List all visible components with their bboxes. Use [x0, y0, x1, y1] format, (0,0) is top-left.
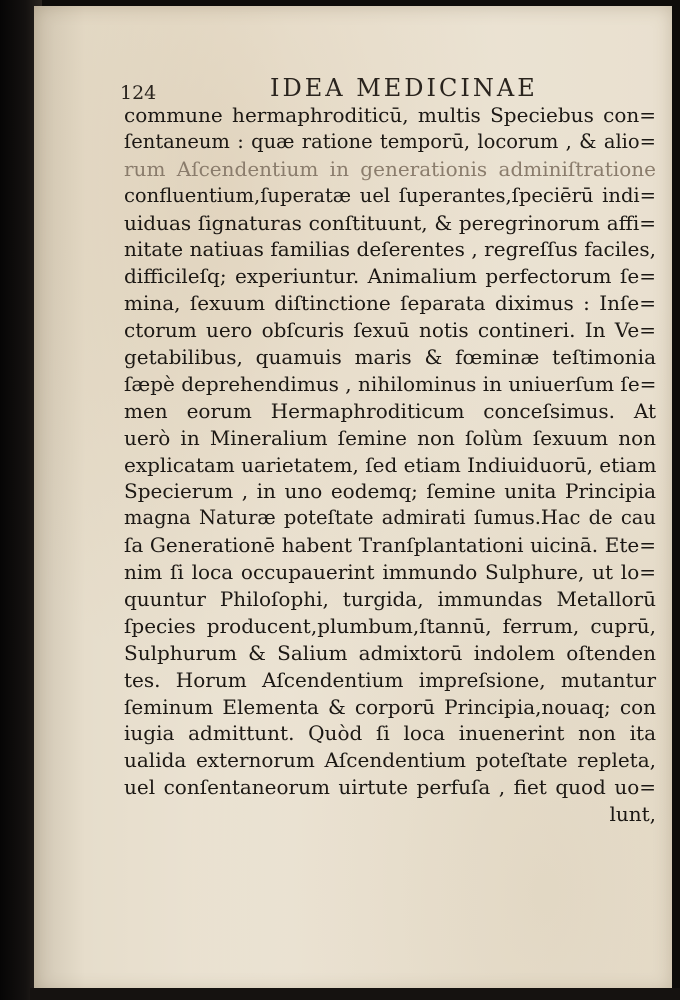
text-line: difficileſq; experiuntur. Animalium perfectorum ſe=	[124, 264, 656, 289]
text-line: quuntur Philoſophi, turgida, immundas Metallorū	[124, 587, 656, 612]
text-line: ctorum uero obſcuris ſexuū notis contineri. In Ve=	[124, 318, 656, 343]
text-line: getabilibus, quamuis maris & fœminæ teſtimonia	[124, 345, 656, 370]
text-line: Sulphurum & Salium admixtorū indolem oſtenden	[124, 640, 656, 665]
text-line: magna Naturæ poteſtate admirati ſumus.Hac de cau	[124, 506, 656, 530]
text-line: uel conſentaneorum uirtute perfuſa , fiet quod uo=	[124, 775, 656, 800]
text-line: tes. Horum Aſcendentium impreſsione, mutantur	[124, 667, 656, 692]
text-line: iugia admittunt. Quòd ſi loca inuenerint non ita	[124, 721, 656, 746]
body-text	[124, 102, 656, 828]
text-line: ſentaneum : quæ ratione temporū, locorum , & alio=	[124, 129, 656, 153]
text-line: ſeminum Elementa & corporū Principia,nouaq; con	[124, 694, 656, 719]
text-line: lunt,	[609, 802, 656, 827]
text-line: nim ſi loca occupauerint immundo Sulphure, ut lo=	[124, 560, 656, 585]
text-line: mina, ſexuum diſtinctione ſeparata diximus : Inſe=	[124, 291, 656, 316]
running-title: IDEA MEDICINAE	[270, 74, 538, 102]
text-line: ſæpè deprehendimus , nihilominus in uniuerſum ſe=	[124, 371, 657, 396]
text-line: nitate natiuas familias deſerentes , regreſſus faciles,	[124, 237, 656, 262]
page-bottom-edge	[30, 988, 680, 1000]
text-line: uerò in Mineralium ſemine non ſolùm ſexuum non	[124, 425, 656, 450]
text-line: uiduas ſignaturas conſtituunt, & peregrinorum affi=	[124, 210, 656, 235]
text-line: rum Aſcendentium in generationis adminiſtratione	[124, 156, 656, 181]
text-line: ſa Generationē habent Tranſplantationi uicinā. Ete=	[124, 533, 656, 558]
text-line: explicatam uarietatem, ſed etiam Indiuiduorū, etiam	[124, 452, 657, 477]
page-number: 124	[120, 82, 157, 104]
text-line: men eorum Hermaphroditicum conceſsimus. At	[124, 398, 656, 423]
text-line: Specierum , in uno eodemq; ſemine unita Principia	[124, 479, 656, 504]
text-line: commune hermaphroditicū, multis Speciebus con=	[124, 103, 656, 127]
text-line: ualida externorum Aſcendentium poteſtate repleta,	[124, 748, 656, 773]
text-line: confluentium,ſuperatæ uel ſuperantes,ſpeciērū indi=	[124, 183, 656, 207]
text-line: ſpecies producent,plumbum,ſtannū, ferrum, cuprū,	[124, 613, 656, 638]
